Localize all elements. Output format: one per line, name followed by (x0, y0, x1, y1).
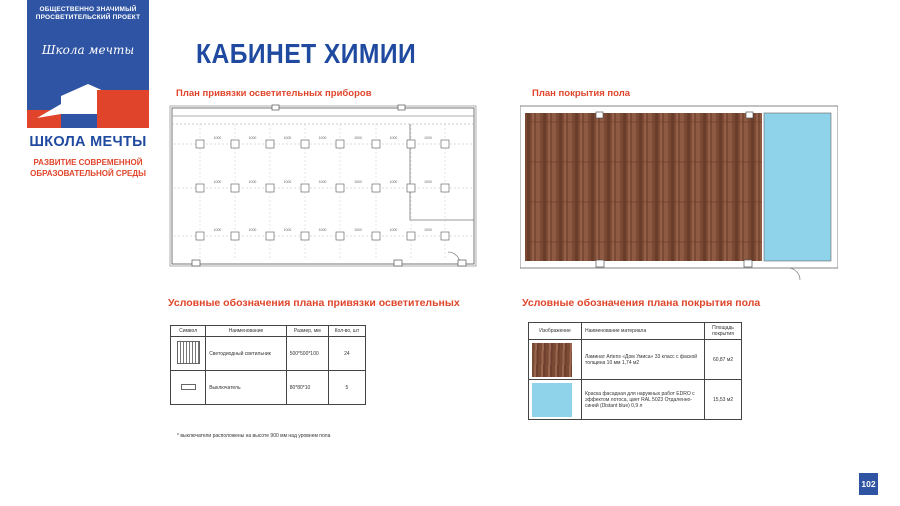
table-row (171, 371, 366, 405)
lamp-icon (407, 184, 415, 192)
dimension-label: 1000 (354, 136, 362, 140)
floor-plan-label: План покрытия пола (532, 88, 631, 99)
lamp-icon (196, 184, 204, 192)
table-cell: Светодиодный светильник (206, 337, 287, 371)
lamp-icon (372, 184, 380, 192)
dimension-label: 1000 (318, 180, 327, 184)
lamp-icon (266, 232, 274, 240)
dimension-label: 1000 (354, 180, 362, 184)
table-cell: Краска фасадная для наружных работ EDRO с эффектом лотоса, цвет RAL 5023 Отдаленно-синий (Distant blue) 0,9 л (582, 380, 705, 420)
school-title: ШКОЛА МЕЧТЫ (29, 134, 147, 150)
lamp-icon (266, 184, 274, 192)
dimension-label: 1000 (318, 228, 327, 232)
dimension-label: 1000 (389, 136, 398, 140)
dimension-label: 1000 (283, 228, 292, 232)
lighting-plan-label: План привязки осветительных приборов (176, 88, 372, 99)
lamp-symbol-icon (177, 341, 200, 364)
table-cell: 5 (328, 371, 365, 405)
page-title: КАБИНЕТ ХИМИИ (196, 38, 417, 69)
school-logo: Школа мечты (41, 43, 135, 57)
lamp-icon (407, 140, 415, 148)
school-subtitle: РАЗВИТИЕ СОВРЕМЕННОЙ ОБРАЗОВАТЕЛЬНОЙ СРЕДЫ (30, 158, 146, 178)
table-row (171, 337, 366, 371)
table-cell: 60,87 м2 (705, 340, 742, 380)
floor-legend-title: Условные обозначения плана покрытия пола (522, 297, 761, 309)
paint-swatch (532, 383, 572, 417)
table-cell: Выключатель (206, 371, 287, 405)
lamp-icon (301, 232, 309, 240)
lamp-icon (441, 232, 449, 240)
table-header: Кол-во, шт (328, 326, 365, 337)
lamp-icon (231, 232, 239, 240)
lamp-icon (336, 140, 344, 148)
dimension-label: 1000 (283, 180, 292, 184)
switch-symbol-icon (181, 384, 196, 390)
lamp-icon (231, 184, 239, 192)
table-cell: 24 (328, 337, 365, 371)
dimension-label: 1000 (424, 228, 432, 232)
dimension-label: 1000 (424, 180, 432, 184)
laminate-area (525, 113, 762, 261)
lighting-plan-drawing (168, 102, 480, 274)
lamp-icon (196, 140, 204, 148)
table-header: Наименование материала (582, 323, 705, 340)
lamp-icon (372, 232, 380, 240)
lighting-legend-table (170, 325, 366, 405)
dimension-label: 1000 (389, 180, 398, 184)
floor-legend-table (528, 322, 742, 420)
house-icon (27, 0, 149, 128)
lamp-icon (372, 140, 380, 148)
dimension-label: 1000 (213, 180, 222, 184)
dimension-label: 1000 (248, 180, 257, 184)
sidebar-brand (27, 0, 149, 193)
table-header: Символ (171, 326, 206, 337)
table-cell: 80*80*10 (286, 371, 328, 405)
project-line: ОБЩЕСТВЕННО ЗНАЧИМЫЙ ПРОСВЕТИТЕЛЬСКИЙ ПРОЕКТ (35, 6, 141, 21)
footnote: * выключатели расположены на высоте 900 мм над уровнем пола (177, 433, 331, 439)
lamp-icon (231, 140, 239, 148)
table-cell: 15,53 м2 (705, 380, 742, 420)
lamp-icon (336, 232, 344, 240)
lamp-icon (407, 232, 415, 240)
table-row (529, 380, 742, 420)
table-row (529, 340, 742, 380)
page-number: 102 (859, 473, 878, 495)
lamp-grid (174, 124, 472, 258)
table-cell: Ламинат Artens «Дом Умиса» 33 класс с фаской толщина 10 мм 1,74 м2 (582, 340, 705, 380)
table-cell: 500*500*100 (286, 337, 328, 371)
laminate-swatch (532, 343, 572, 377)
lamp-icon (301, 184, 309, 192)
floor-plan-drawing (520, 102, 838, 284)
lamp-icon (336, 184, 344, 192)
dimension-label: 1000 (248, 228, 257, 232)
dimension-label: 1000 (213, 136, 222, 140)
lamp-icon (266, 140, 274, 148)
dimension-label: 1000 (389, 228, 398, 232)
brand-panel (27, 0, 149, 128)
dimension-label: 1000 (354, 228, 362, 232)
dimension-label: 1000 (213, 228, 222, 232)
lighting-legend-title: Условные обозначения плана привязки осветительных (168, 297, 460, 309)
lamp-icon (441, 140, 449, 148)
table-header: Площадь покрытия (705, 323, 742, 340)
lamp-icon (441, 184, 449, 192)
dimension-label: 1000 (318, 136, 327, 140)
painted-area (764, 113, 831, 261)
dimension-label: 1000 (424, 136, 432, 140)
table-header: Изображение (529, 323, 582, 340)
lamp-icon (196, 232, 204, 240)
table-header: Наименование (206, 326, 287, 337)
dimension-label: 1000 (248, 136, 257, 140)
dimension-label: 1000 (283, 136, 292, 140)
table-header: Размер, мм (286, 326, 328, 337)
lamp-icon (301, 140, 309, 148)
